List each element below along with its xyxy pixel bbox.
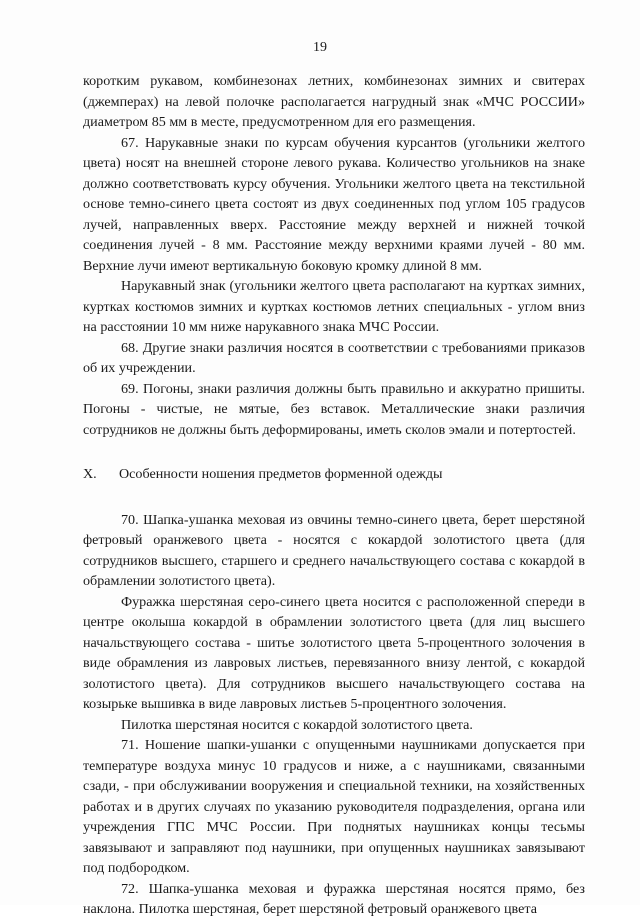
paragraph-68: 68. Другие знаки различия носятся в соответствии с требованиями приказов об их учреждении. xyxy=(83,339,585,376)
section-heading xyxy=(83,464,585,485)
paragraph-70-cap: Фуражка шерстяная серо-синего цвета носится с расположенной спереди в центре околыша кокардой в обрамлении золотистого цвета (для лиц высшего начальствующего состава - шитье золотистого цвета 5-процентного золочения в виде обрамления из лавровых листьев, перевязанного внизу лентой, с кокардой золотистого цвета). Для сотрудников высшего начальствующего состава на козырьке вышивка в виде лавровых листьев 5-процентного золочения. xyxy=(83,593,585,712)
paragraph-71: 71. Ношение шапки-ушанки с опущенными наушниками допускается при температуре воздуха минус 10 градусов и ниже, а с наушниками, связанными сзади, - при обслуживании вооружения и специальной техники, на хозяйственных работах и в других случаях по указанию руководителя подразделения, органа или учреждения ГПС МЧС России. При поднятых наушниках концы тесьмы завязывают и заправляют под наушники, при опущенных наушниках завязывают под подбородком. xyxy=(83,737,585,876)
paragraph-70-pilotka: Пилотка шерстяная носится с кокардой золотистого цвета. xyxy=(121,716,473,733)
section-title: Особенности ношения предметов форменной одежды xyxy=(119,466,443,482)
paragraph-72: 72. Шапка-ушанка меховая и фуражка шерстяная носятся прямо, без наклона. Пилотка шерстяная, берет шерстяной фетровый оранжевого цвета xyxy=(83,880,585,917)
paragraph-continuation: коротким рукавом, комбинезонах летних, комбинезонах зимних и свитерах (джемперах) на левой полочке располагается нагрудный знак «МЧС РОССИИ» диаметром 85 мм в месте, предусмотренном для его размещения. xyxy=(83,73,585,130)
page-number: 19 xyxy=(313,40,327,55)
section-number: X. xyxy=(83,466,97,482)
paragraph-67-sleeve-badge: Нарукавный знак (угольники желтого цвета располагают на куртках зимних, куртках костюмов зимних и куртках костюмов летних специальных - углом вниз на расстоянии 10 мм ниже нарукавного знака МЧС России. xyxy=(83,278,585,335)
paragraph-70: 70. Шапка-ушанка меховая из овчины темно-синего цвета, берет шерстяной фетровый оранжевого цвета - носятся с кокардой золотистого цвета (для сотрудников высшего, старшего и среднего начальствующего состава с кокардой в обрамлении золотистого цвета). xyxy=(83,511,585,589)
document-body xyxy=(83,71,585,920)
paragraph-69: 69. Погоны, знаки различия должны быть правильно и аккуратно пришиты. Погоны - чистые, не мятые, без вставок. Металлические знаки различия сотрудников не должны быть деформированы, иметь сколов эмали и потертостей. xyxy=(83,380,585,438)
paragraph-67: 67. Нарукавные знаки по курсам обучения курсантов (угольники желтого цвета) носят на внешней стороне левого рукава. Количество угольников на знаке должно соответствовать курсу обучения. Угольники желтого цвета на текстильной основе темно-синего цвета состоят из двух соединенных под углом 105 градусов лучей, направленных вверх. Расстояние между верхней и нижней точкой соединения лучей - 8 мм. Расстояние между верхними краями лучей - 80 мм. Верхние лучи имеют вертикальную боковую кромку длиной 8 мм. xyxy=(83,134,585,274)
